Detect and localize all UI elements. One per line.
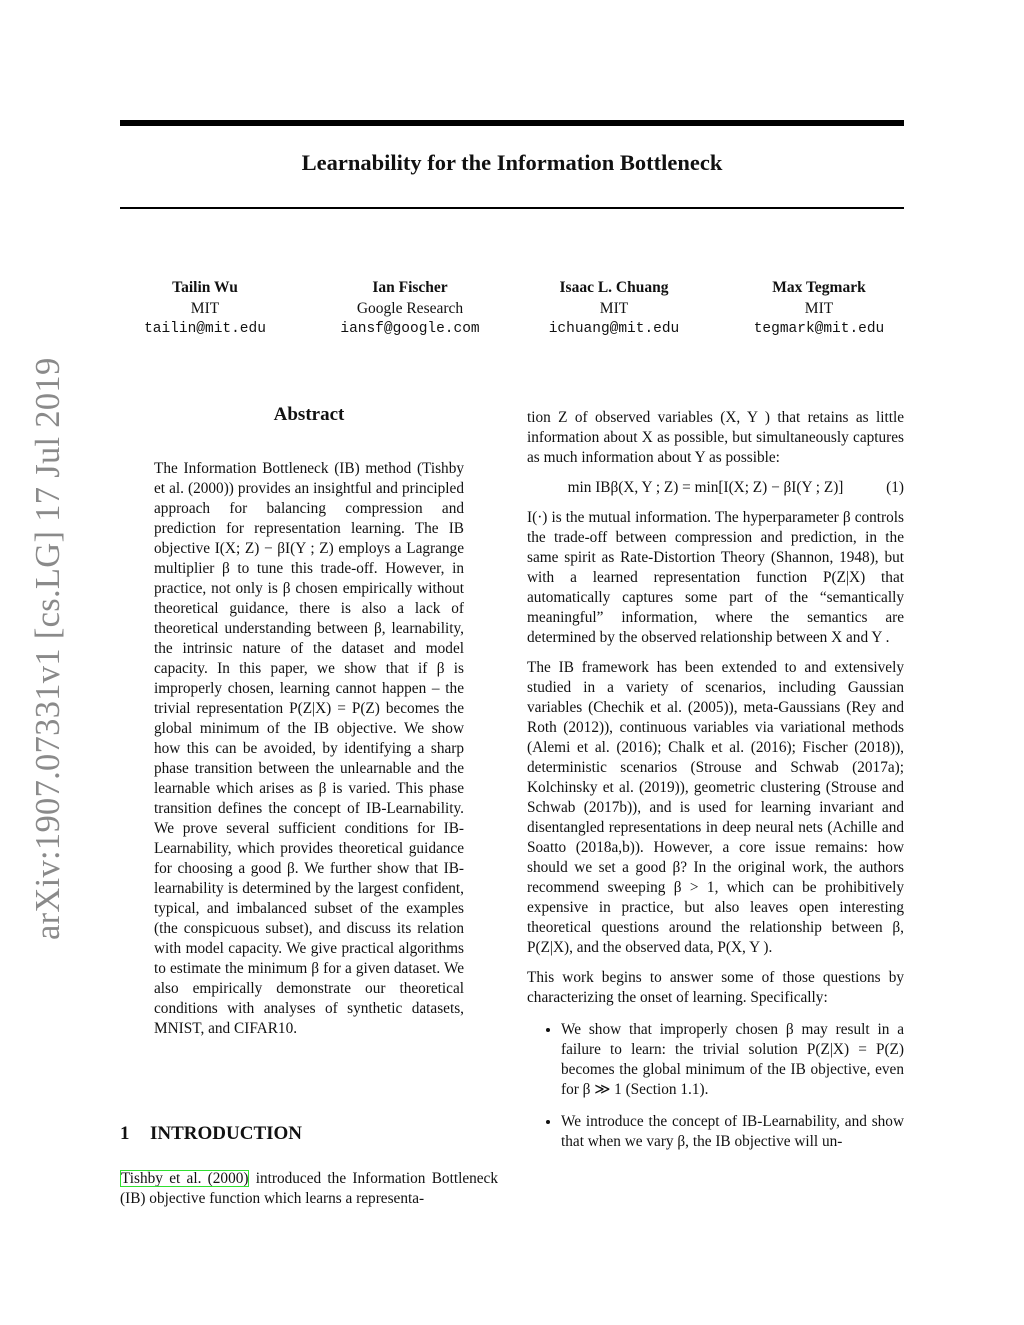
author-email: tailin@mit.edu <box>144 321 266 337</box>
paragraph: I(·) is the mutual information. The hyperparameter β controls the trade-off between compression and prediction, in the same spirit as Rate-Distortion Theory (Shannon, 1948), but with a learned representation function P(Z|X) that automatically captures some part of the “semantically meaningful” information, where the semantics are determined by the observed relationship between X and Y . <box>527 509 904 646</box>
section-number: 1 <box>120 1123 130 1144</box>
author-affiliation: MIT <box>190 299 220 317</box>
paragraph: The IB framework has been extended to and extensively studied in a variety of scenarios, including Gaussian variables (Chechik et al. (2005)), meta-Gaussians (Rey and Roth (2012)), continuous variables via variational methods (Alemi et al. (2016); Chalk et al. (2016); Fischer (2018)), deterministic scenarios (Strouse and Schwab (2017a); Kolchinsky et al. (2019)), geometric clustering (Strouse and Schwab (2017b)), and is used for learning invariant and disentangled representations in deep neural nets (Achille and Soatto (2018a,b)). However, a core issue remains: how should we set a good β? In the original work, the authors recommend sweeping β > 1, which can be prohibitively expensive in practice, but also leaves open interesting theoretical questions around the relationship between β, P(Z|X), and the observed data, P(X, Y ). <box>527 659 904 956</box>
author-affiliation: MIT <box>599 299 629 317</box>
author-affiliation: MIT <box>804 299 834 317</box>
section-heading-introduction <box>120 1123 302 1145</box>
author-email: iansf@google.com <box>340 321 480 337</box>
author-name: Max Tegmark <box>772 279 866 296</box>
author-email: tegmark@mit.edu <box>753 321 885 337</box>
title-rule-bottom <box>120 207 904 209</box>
equation-1 <box>527 478 904 498</box>
paragraph: tion Z of observed variables (X, Y ) that retains as little information about X as possible, but simultaneously captures as much information about Y as possible: <box>527 409 904 466</box>
arxiv-identifier-stamp: arXiv:1907.07331v1 [cs.LG] 17 Jul 2019 <box>29 357 67 940</box>
title-rule-top <box>120 120 904 126</box>
section-title: INTRODUCTION <box>150 1123 303 1144</box>
author-name: Tailin Wu <box>172 279 238 296</box>
equation-number: (1) <box>886 479 904 496</box>
equation-body: min IBβ(X, Y ; Z) = min[I(X; Z) − βI(Y ; Z)] <box>567 479 844 496</box>
list-item: • We show that improperly chosen β may result in a failure to learn: the trivial solution P(Z|X) = P(Z) becomes the global minimum of the IB objective, even for β ≫ 1 (Section 1.1). <box>561 1020 904 1100</box>
contribution-list <box>527 1020 904 1152</box>
author-name: Isaac L. Chuang <box>559 279 669 296</box>
list-item: • We introduce the concept of IB-Learnability, and show that when we vary β, the IB objective will un- <box>561 1112 904 1152</box>
author-block <box>709 278 929 340</box>
author-affiliation: Google Research <box>356 299 464 317</box>
author-block <box>504 278 724 340</box>
paper-title: Learnability for the Information Bottleneck <box>301 150 723 175</box>
intro-text: introduced the Information Bottleneck (IB) objective function which learns a representa- <box>120 1170 498 1207</box>
intro-paragraph <box>120 1169 498 1209</box>
author-block <box>300 278 520 340</box>
author-block <box>95 278 315 340</box>
right-column <box>527 408 904 1164</box>
abstract-heading: Abstract <box>273 404 345 425</box>
abstract-text: The Information Bottleneck (IB) method (Tishby et al. (2000)) provides an insightful and principled approach for balancing compression and prediction for representation learning. The IB objective I(X; Z) − βI(Y ; Z) employs a Lagrange multiplier β to tune this trade-off. However, in practice, not only is β chosen empirically without theoretical guidance, there is also a lack of theoretical understanding between β, learnability, the intrinsic nature of the dataset and model capacity. In this paper, we show that if β is improperly chosen, learning cannot happen – the trivial representation P(Z|X) = P(Z) becomes the global minimum of the IB objective. We show how this can be avoided, by identifying a sharp phase transition between the unlearnable and the learnable which arises as β is varied. This phase transition defines the concept of IB-Learnability. We prove several sufficient conditions for IB-Learnability, which provides theoretical guidance for choosing a good β. We further show that IB-learnability is determined by the largest confident, typical, and imbalanced subset of the examples (the conspicuous subset), and discuss its relation with model capacity. We give practical algorithms to estimate the minimum β for a given dataset. We also empirically demonstrate our theoretical conditions with analyses of synthetic datasets, MNIST, and CIFAR10. <box>154 460 464 1037</box>
citation-link[interactable]: Tishby et al. (2000) <box>121 1170 249 1187</box>
author-name: Ian Fischer <box>372 279 448 296</box>
paragraph: This work begins to answer some of those questions by characterizing the onset of learning. Specifically: <box>527 969 904 1006</box>
author-email: ichuang@mit.edu <box>548 321 680 337</box>
